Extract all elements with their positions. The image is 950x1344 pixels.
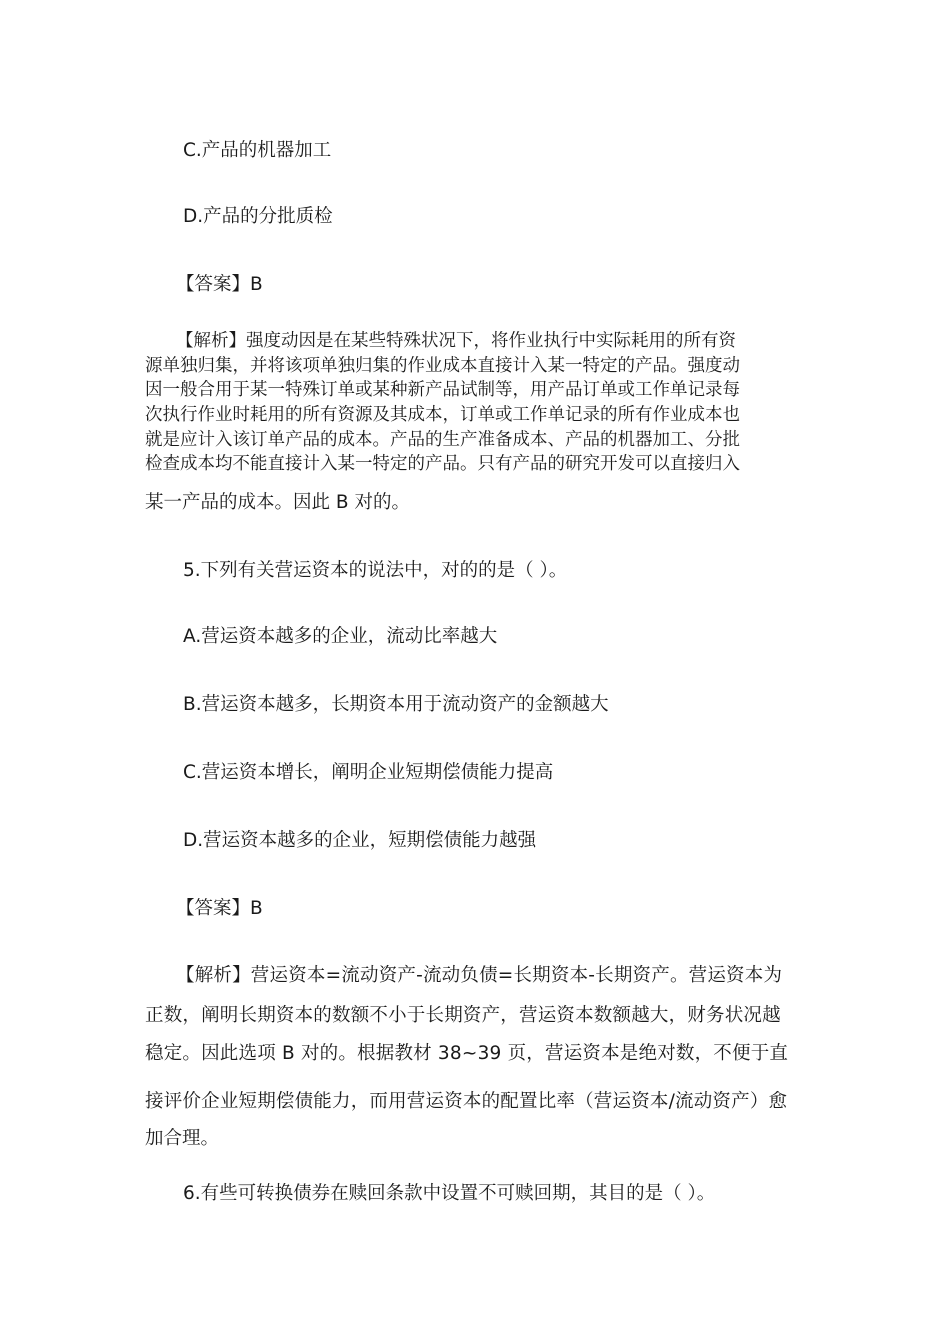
q5-option-a: A.营运资本越多的企业，流动比率越大 xyxy=(183,626,498,647)
q5-option-b: B.营运资本越多，长期资本用于流动资产的金额越大 xyxy=(183,694,609,715)
q4-analysis-line: 源单独归集，并将该项单独归集的作业成本直接计入某一特定的产品。强度动 xyxy=(145,356,740,376)
q5-option-d: D.营运资本越多的企业，短期偿债能力越强 xyxy=(183,830,537,851)
q4-analysis-line: 次执行作业时耗用的所有资源及其成本，订单或工作单记录的所有作业成本也 xyxy=(145,405,740,425)
q5-question: 5.下列有关营运资本的说法中，对的的是（ ）。 xyxy=(183,560,568,581)
q5-analysis-line: 接评价企业短期偿债能力，而用营运资本的配置比率（营运资本/流动资产）愈 xyxy=(145,1091,788,1112)
q4-option-d: D.产品的分批质检 xyxy=(183,206,333,227)
q4-analysis-line: 检查成本均不能直接计入某一特定的产品。只有产品的研究开发可以直接归入 xyxy=(145,454,740,474)
q4-answer: 【答案】B xyxy=(176,274,263,295)
q5-analysis-line: 正数，阐明长期资本的数额不小于长期资产，营运资本数额越大，财务状况越 xyxy=(145,1005,781,1026)
q4-analysis-line: 【解析】强度动因是在某些特殊状况下，将作业执行中实际耗用的所有资 xyxy=(176,331,736,351)
q5-option-c: C.营运资本增长，阐明企业短期偿债能力提高 xyxy=(183,762,554,783)
q5-analysis-line: 【解析】营运资本=流动资产-流动负债=长期资本-长期资产。营运资本为 xyxy=(176,965,783,986)
q4-analysis-line: 因一般合用于某一特殊订单或某种新产品试制等，用产品订单或工作单记录每 xyxy=(145,380,740,400)
q5-answer: 【答案】B xyxy=(176,898,263,919)
q5-analysis-line: 加合理。 xyxy=(145,1128,220,1149)
q6-question: 6.有些可转换债券在赎回条款中设置不可赎回期，其目的是（ ）。 xyxy=(183,1183,716,1204)
q5-analysis-line: 稳定。因此选项 B 对的。根据教材 38~39 页，营运资本是绝对数，不便于直 xyxy=(145,1043,789,1064)
q4-option-c: C.产品的机器加工 xyxy=(183,140,332,161)
q4-analysis-line: 某一产品的成本。因此 B 对的。 xyxy=(145,492,410,513)
q4-analysis-line: 就是应计入该订单产品的成本。产品的生产准备成本、产品的机器加工、分批 xyxy=(145,430,740,450)
